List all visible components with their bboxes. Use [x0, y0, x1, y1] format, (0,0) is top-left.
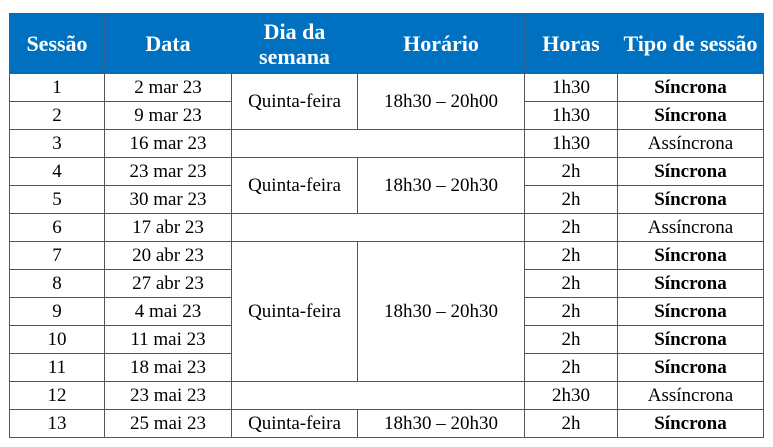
cell-dia-da-semana: Quinta-feira	[232, 242, 358, 382]
cell-tipo: Síncrona	[618, 242, 764, 270]
cell-horario: 18h30 – 20h30	[358, 242, 525, 382]
cell-tipo: Assíncrona	[618, 130, 764, 158]
cell-horario: 18h30 – 20h30	[358, 410, 525, 438]
table-row	[10, 382, 764, 410]
cell-data: 23 mar 23	[105, 158, 232, 186]
cell-horas: 2h	[525, 270, 618, 298]
cell-tipo: Assíncrona	[618, 382, 764, 410]
cell-horas: 2h	[525, 242, 618, 270]
cell-horas: 2h	[525, 354, 618, 382]
cell-sessao: 11	[10, 354, 105, 382]
cell-data: 18 mai 23	[105, 354, 232, 382]
table-row	[10, 410, 764, 438]
table-row	[10, 74, 764, 102]
header-horas: Horas	[525, 14, 618, 74]
cell-tipo: Síncrona	[618, 102, 764, 130]
cell-horario: 18h30 – 20h30	[358, 158, 525, 214]
cell-data: 27 abr 23	[105, 270, 232, 298]
table-header-row	[10, 14, 764, 74]
cell-data: 17 abr 23	[105, 214, 232, 242]
cell-horas: 1h30	[525, 74, 618, 102]
table-row	[10, 158, 764, 186]
cell-data: 11 mai 23	[105, 326, 232, 354]
table-row	[10, 130, 764, 158]
cell-horas: 2h	[525, 410, 618, 438]
cell-horas: 2h30	[525, 382, 618, 410]
table-row	[10, 242, 764, 270]
cell-dia-da-semana: Quinta-feira	[232, 410, 358, 438]
cell-sessao: 9	[10, 298, 105, 326]
cell-tipo: Síncrona	[618, 186, 764, 214]
cell-empty	[232, 214, 525, 242]
cell-horas: 2h	[525, 298, 618, 326]
cell-empty	[232, 382, 525, 410]
cell-sessao: 5	[10, 186, 105, 214]
header-data: Data	[105, 14, 232, 74]
cell-sessao: 13	[10, 410, 105, 438]
cell-tipo: Síncrona	[618, 326, 764, 354]
cell-data: 25 mai 23	[105, 410, 232, 438]
cell-tipo: Assíncrona	[618, 214, 764, 242]
header-dia-da-semana: Dia da semana	[232, 14, 358, 74]
cell-horas: 2h	[525, 158, 618, 186]
cell-sessao: 7	[10, 242, 105, 270]
cell-tipo: Síncrona	[618, 158, 764, 186]
cell-sessao: 12	[10, 382, 105, 410]
schedule-table	[9, 13, 764, 438]
table-row	[10, 214, 764, 242]
cell-sessao: 2	[10, 102, 105, 130]
cell-sessao: 3	[10, 130, 105, 158]
cell-horas: 1h30	[525, 130, 618, 158]
header-tipo-de-sessao: Tipo de sessão	[618, 14, 764, 74]
cell-data: 16 mar 23	[105, 130, 232, 158]
cell-horas: 1h30	[525, 102, 618, 130]
cell-tipo: Síncrona	[618, 354, 764, 382]
header-sessao: Sessão	[10, 14, 105, 74]
cell-tipo: Síncrona	[618, 410, 764, 438]
cell-data: 20 abr 23	[105, 242, 232, 270]
cell-horas: 2h	[525, 326, 618, 354]
cell-sessao: 1	[10, 74, 105, 102]
cell-horas: 2h	[525, 214, 618, 242]
cell-sessao: 10	[10, 326, 105, 354]
header-horario: Horário	[358, 14, 525, 74]
cell-sessao: 4	[10, 158, 105, 186]
cell-data: 4 mai 23	[105, 298, 232, 326]
cell-sessao: 8	[10, 270, 105, 298]
cell-tipo: Síncrona	[618, 74, 764, 102]
cell-dia-da-semana: Quinta-feira	[232, 74, 358, 130]
cell-data: 23 mai 23	[105, 382, 232, 410]
cell-dia-da-semana: Quinta-feira	[232, 158, 358, 214]
cell-data: 9 mar 23	[105, 102, 232, 130]
cell-sessao: 6	[10, 214, 105, 242]
cell-horario: 18h30 – 20h00	[358, 74, 525, 130]
cell-empty	[232, 130, 525, 158]
cell-data: 2 mar 23	[105, 74, 232, 102]
cell-tipo: Síncrona	[618, 298, 764, 326]
cell-data: 30 mar 23	[105, 186, 232, 214]
cell-horas: 2h	[525, 186, 618, 214]
cell-tipo: Síncrona	[618, 270, 764, 298]
